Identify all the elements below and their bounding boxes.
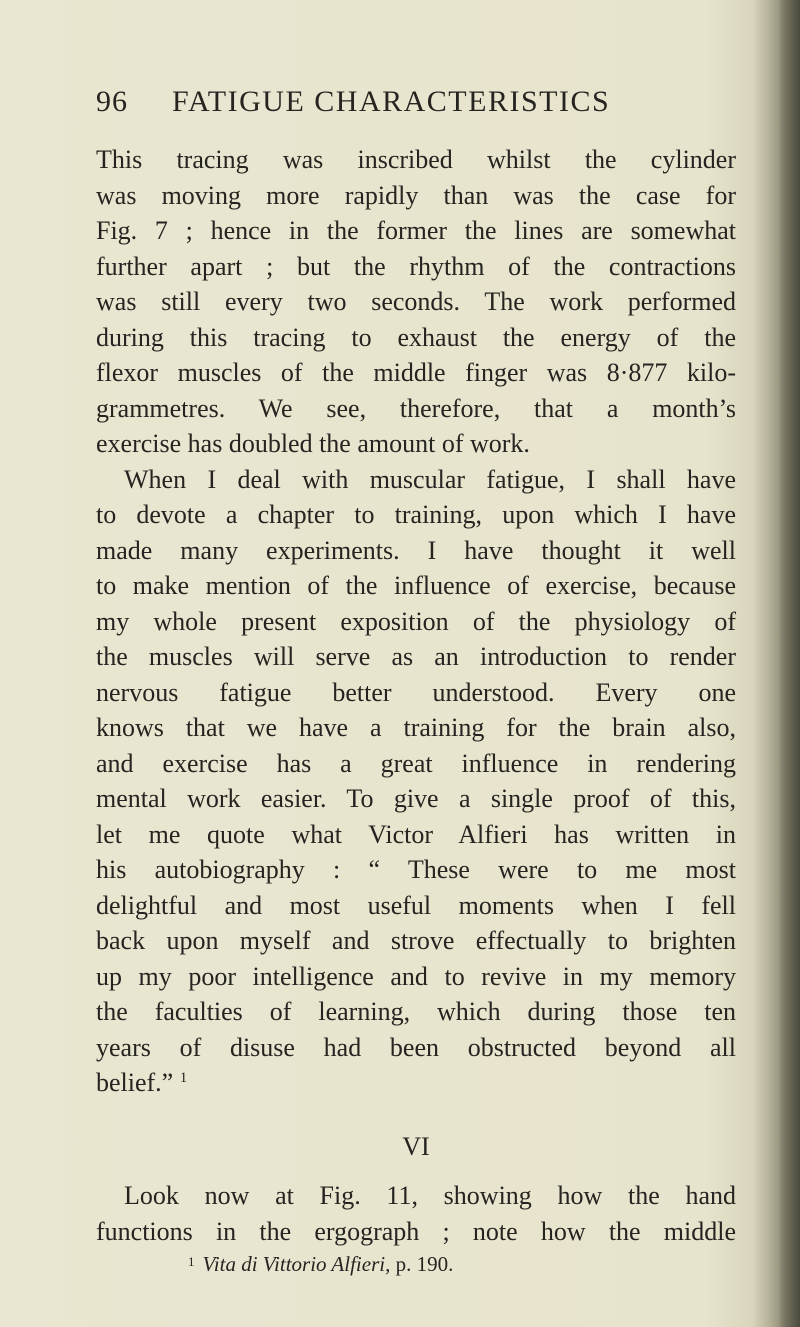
text-line: belief.” xyxy=(96,1068,174,1097)
text-line: and exercise has a great influence in rendering xyxy=(96,748,736,778)
text-line: Look now at Fig. 11, showing how the hand xyxy=(124,1181,736,1210)
text-line: to make mention of the influence of exercise, because xyxy=(96,571,736,600)
text-line: was still every two seconds. The work performed xyxy=(96,287,736,316)
text-line: years of disuse had been obstructed beyond all xyxy=(96,1032,736,1062)
text-line: flexor muscles of the middle finger was 8·877 kilo- xyxy=(96,358,736,387)
page-header xyxy=(96,85,746,125)
text-line: let me quote what Victor Alfieri has written in xyxy=(96,819,736,849)
footnote-title: Vita di Vittorio Alfieri, xyxy=(202,1252,391,1276)
running-head: FATIGUE CHARACTERISTICS xyxy=(172,85,611,118)
text-line: the muscles will serve as an introduction to render xyxy=(96,642,736,671)
text-line: functions in the ergograph ; note how the middle xyxy=(96,1216,736,1246)
text-line: knows that we have a training for the brain also, xyxy=(96,713,736,742)
text-line: during this tracing to exhaust the energy of the xyxy=(96,322,736,352)
page-number: 96 xyxy=(96,85,128,118)
text-line: mental work easier. To give a single proof of this, xyxy=(96,784,736,813)
text-line: When I deal with muscular fatigue, I shall have xyxy=(124,464,736,494)
body-text xyxy=(96,142,736,1279)
text-line: delightful and most useful moments when I fell xyxy=(96,890,736,920)
text-line: made many experiments. I have thought it well xyxy=(96,535,736,565)
text-line: grammetres. We see, therefore, that a month’s xyxy=(96,393,736,423)
text-line: my whole present exposition of the physiology of xyxy=(96,606,736,636)
footnote-reference[interactable]: 1 xyxy=(179,1070,188,1086)
text-line: was moving more rapidly than was the case for xyxy=(96,180,736,210)
page-edge-shadow xyxy=(778,0,800,1327)
text-line: up my poor intelligence and to revive in my memory xyxy=(96,961,736,991)
text-line: exercise has doubled the amount of work. xyxy=(96,429,530,458)
section-heading: VI xyxy=(402,1131,430,1161)
footnote-marker: 1 xyxy=(188,1254,195,1269)
text-line: further apart ; but the rhythm of the contractions xyxy=(96,251,736,281)
footnote-page: p. 190. xyxy=(395,1252,454,1276)
text-line: back upon myself and strove effectually to brighten xyxy=(96,926,736,955)
text-line: nervous fatigue better understood. Every one xyxy=(96,677,736,707)
text-line: to devote a chapter to training, upon which I have xyxy=(96,500,736,529)
text-line: Fig. 7 ; hence in the former the lines are somewhat xyxy=(96,216,736,245)
text-line: This tracing was inscribed whilst the cylinder xyxy=(96,145,736,174)
text-line-with-footnote xyxy=(96,1065,736,1101)
text-line: his autobiography : “ These were to me most xyxy=(96,855,736,884)
footnote xyxy=(96,1249,736,1279)
text-line: the faculties of learning, which during those ten xyxy=(96,997,736,1026)
